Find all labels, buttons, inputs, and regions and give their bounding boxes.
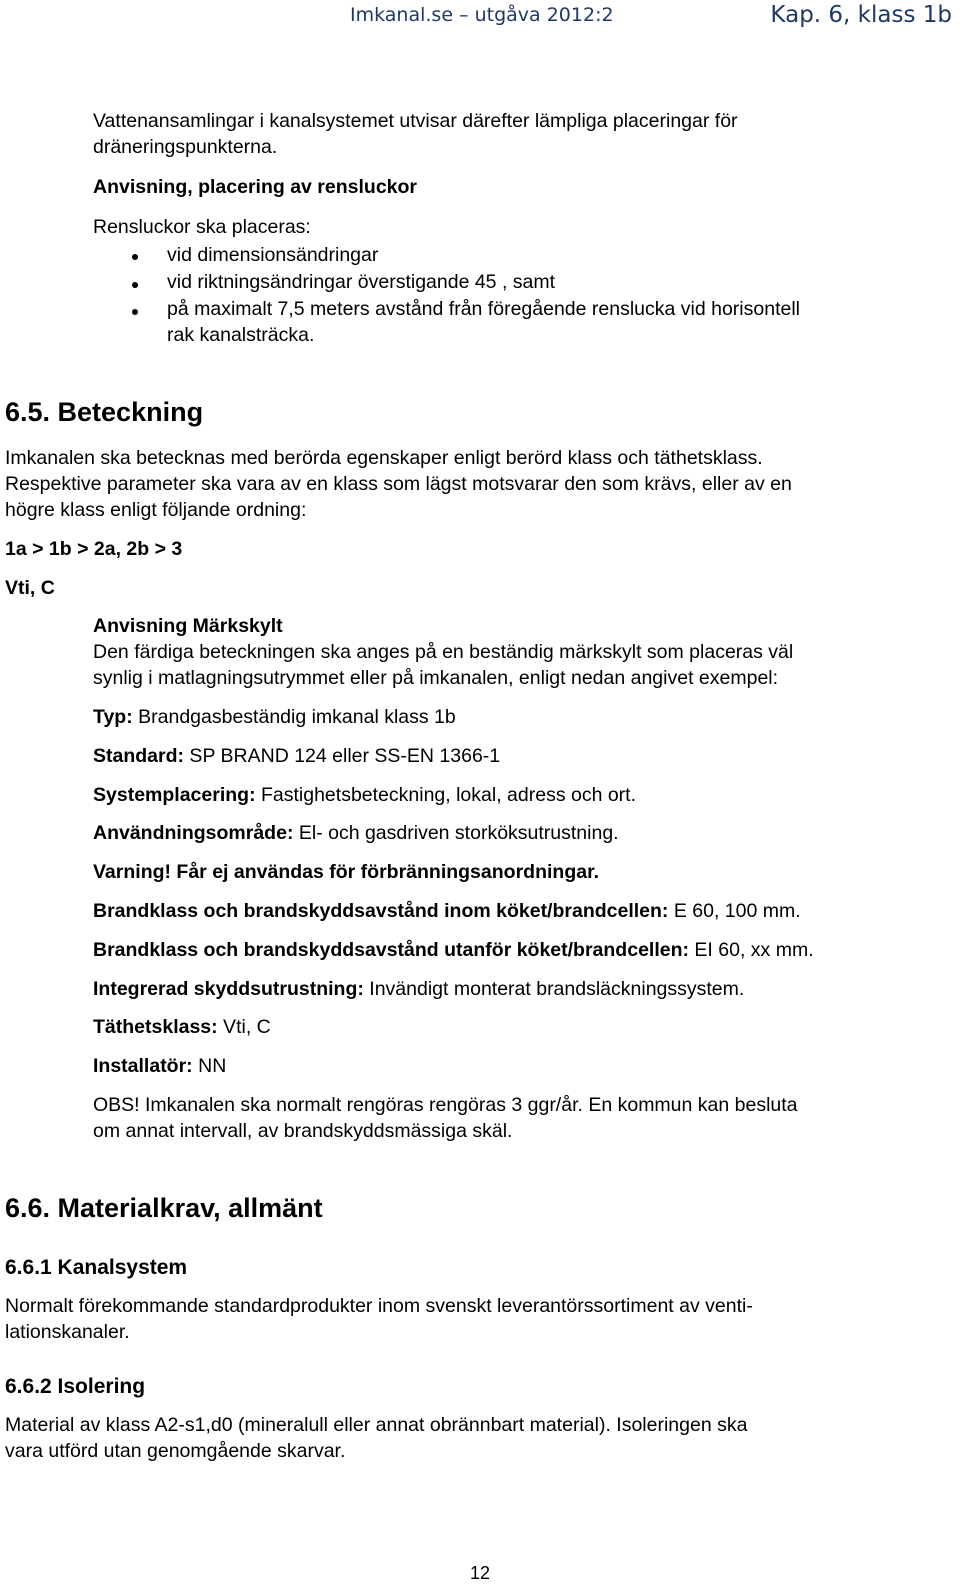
field-label: Användningsområde: [93,822,294,844]
field-label: Integrerad skyddsutrustning: [93,978,364,1000]
field-skyddsutrustning [93,976,744,1003]
class-order: 1a > 1b > 2a, 2b > 3 [5,538,183,560]
list-item-continuation: rak kanalsträcka. [167,324,315,346]
field-label: Systemplacering: [93,784,256,806]
section-65-paragraph-2-line-2: högre klass enligt följande ordning: [5,499,307,521]
field-value: NN [192,1055,227,1077]
header-chapter: Kap. 6, klass 1b [770,2,952,28]
field-varning [93,859,599,886]
bullet-icon [132,309,138,315]
field-value: EI 60, xx mm. [689,939,814,961]
tightness-class: Vti, C [5,577,55,599]
intro-line-2: dräneringspunkterna. [93,136,278,158]
bullet-icon [132,282,138,288]
obs-line-2: om annat intervall, av brandskyddsmässiga skäl. [93,1120,513,1142]
page-number: 12 [470,1563,491,1583]
field-value: Fastighetsbeteckning, lokal, adress och ort. [255,784,637,806]
field-value: Vti, C [217,1016,271,1038]
field-value: El- och gasdriven storköksutrustning. [293,822,619,844]
field-systemplacering [93,782,636,809]
subsection-heading-6-6-1: 6.6.1 Kanalsystem [5,1256,188,1279]
field-brandklass-inom [93,898,801,925]
section-heading-6-5: 6.5. Beteckning [5,397,204,427]
intro-line-1: Vattenansamlingar i kanalsystemet utvisar därefter lämpliga placeringar för [93,110,738,132]
section-65-paragraph-2-line-1: Respektive parameter ska vara av en klass som lägst motsvarar den som krävs, eller av en [5,473,792,495]
list-item: vid riktningsändringar överstigande 45 , samt [167,271,556,293]
markskylt-title: Anvisning Märkskylt [93,615,283,637]
obs-line-1: OBS! Imkanalen ska normalt rengöras rengöras 3 ggr/år. En kommun kan besluta [93,1094,798,1116]
section-heading-6-6: 6.6. Materialkrav, allmänt [5,1193,323,1223]
field-label: Varning! Får ej användas för förbränningsanordningar. [93,861,600,883]
field-value: Invändigt monterat brandsläckningssystem. [363,978,745,1000]
field-label: Brandklass och brandskyddsavstånd inom köket/brandcellen: [93,900,669,922]
rensluckor-lead: Rensluckor ska placeras: [93,216,311,238]
field-typ [93,704,456,731]
section-65-paragraph-1: Imkanalen ska betecknas med berörda egenskaper enligt berörd klass och täthetsklass. [5,447,763,469]
field-label: Brandklass och brandskyddsavstånd utanför köket/brandcellen: [93,939,689,961]
field-label: Installatör: [93,1055,193,1077]
kanalsystem-line-1: Normalt förekommande standardprodukter inom svenskt leverantörssortiment av venti- [5,1295,753,1317]
field-brandklass-utanfor [93,937,814,964]
list-item: vid dimensionsändringar [167,244,379,266]
subsection-heading-6-6-2: 6.6.2 Isolering [5,1375,146,1398]
isolering-line-2: vara utförd utan genomgående skarvar. [5,1440,346,1462]
field-installator [93,1053,226,1080]
field-tathetsklass [93,1014,271,1041]
field-value: E 60, 100 mm. [668,900,801,922]
page-header [0,0,960,34]
field-value: Brandgasbeständig imkanal klass 1b [132,706,456,728]
bullet-icon [132,254,138,260]
header-edition: Imkanal.se – utgåva 2012:2 [350,4,614,26]
isolering-line-1: Material av klass A2-s1,d0 (mineralull eller annat obrännbart material). Isoleringen ska [5,1414,748,1436]
list-item: på maximalt 7,5 meters avstånd från föregående renslucka vid horisontell [167,298,800,320]
field-standard [93,743,500,770]
markskylt-line-1: Den färdiga beteckningen ska anges på en beständig märkskylt som placeras väl [93,641,794,663]
field-anvandningsomrade [93,820,619,847]
field-label: Täthetsklass: [93,1016,218,1038]
markskylt-line-2: synlig i matlagningsutrymmet eller på imkanalen, enligt nedan angivet exempel: [93,667,779,689]
kanalsystem-line-2: lationskanaler. [5,1321,130,1343]
field-label: Typ: [93,706,133,728]
anvisning-rensluckor-title: Anvisning, placering av rensluckor [93,176,418,198]
field-label: Standard: [93,745,185,767]
field-value: SP BRAND 124 eller SS-EN 1366-1 [184,745,501,767]
